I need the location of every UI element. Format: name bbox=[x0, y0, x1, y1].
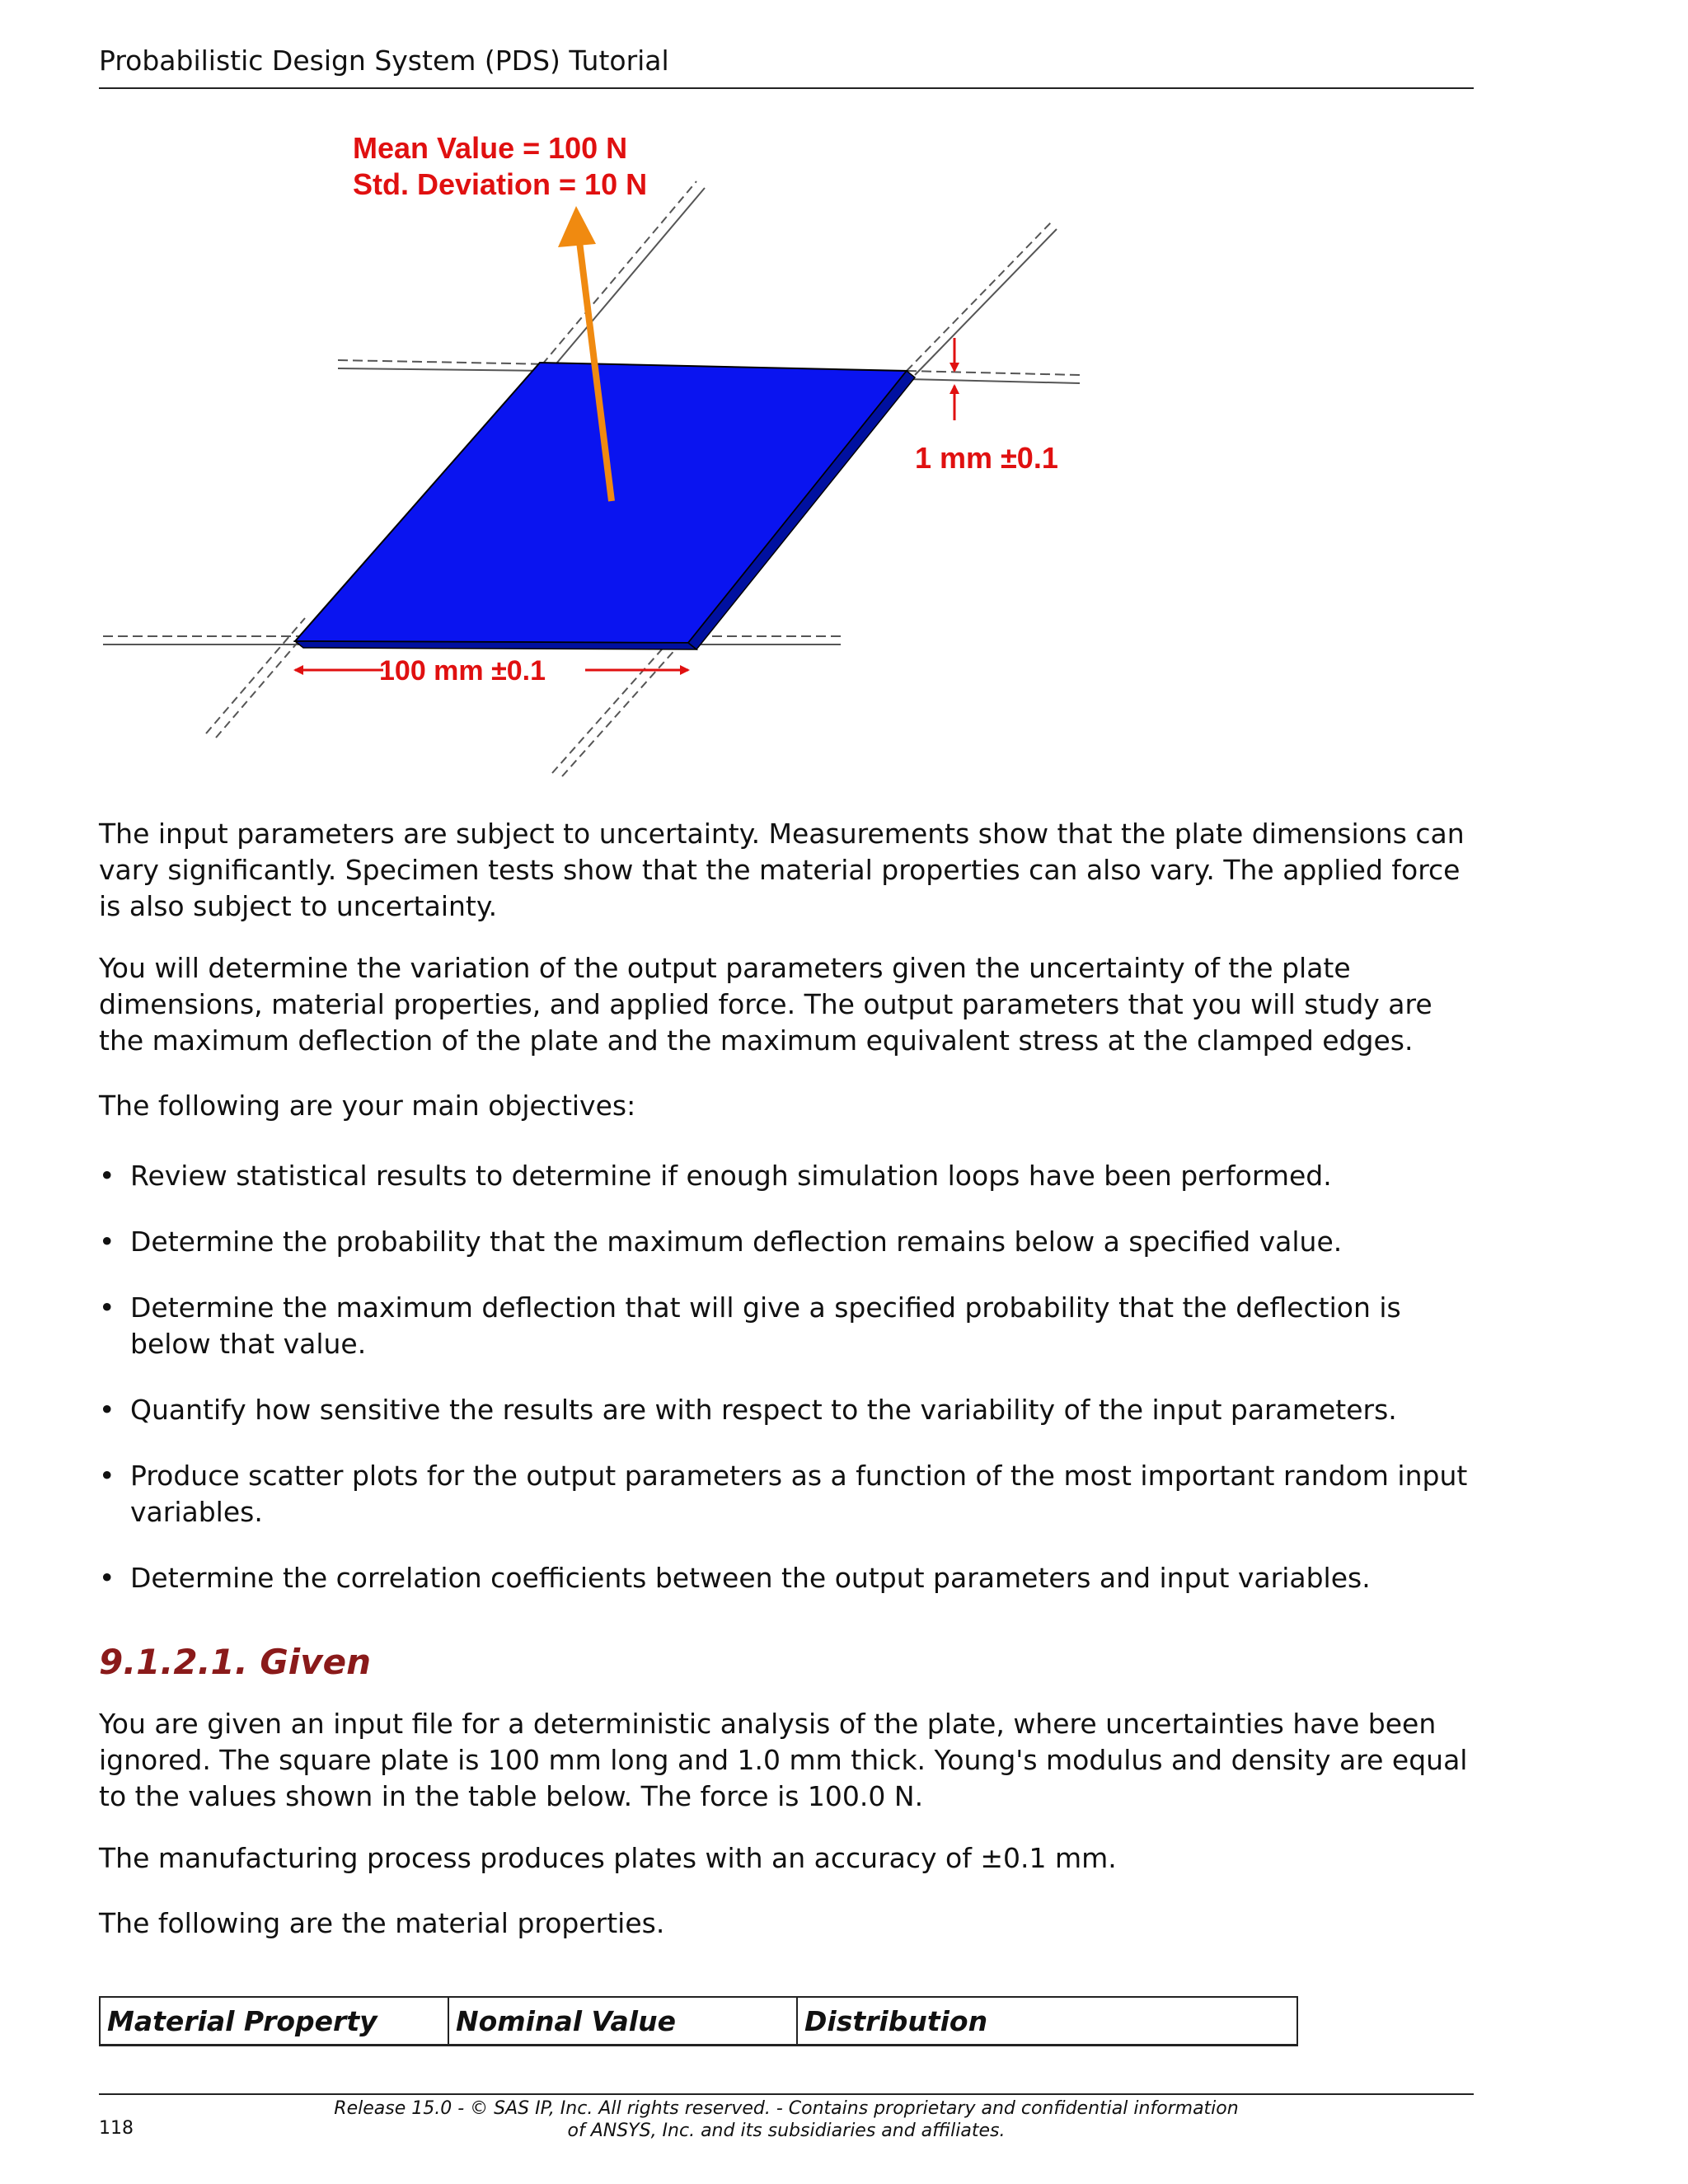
header-divider bbox=[99, 87, 1474, 89]
list-item: • Review statistical results to determine if enough simulation loops have been performed. bbox=[99, 1158, 1484, 1194]
list-item: • Determine the maximum deflection that will give a specified probability that the deflection is below that value. bbox=[99, 1291, 1401, 1360]
plate-front-edge bbox=[295, 641, 696, 649]
intro-paragraph-2: You will determine the variation of the output parameters given the uncertainty of the plate dimensions, material properties, and applied force. The output parameters that you will study are the maximum deflection of the plate and the maximum equivalent stress at the clamped edges. bbox=[99, 952, 1432, 1057]
column-header-distribution: Distribution bbox=[804, 2004, 988, 2037]
objectives-list bbox=[99, 1158, 1484, 1626]
section-title: 9.1.2.1. Given bbox=[99, 1642, 371, 1682]
length-label: 100 mm ±0.1 bbox=[379, 655, 546, 687]
intro-paragraph-1: The input parameters are subject to uncertainty. Measurements show that the plate dimensions can vary significantly. Specimen tests show that the material properties can also vary. The applied force is also subject to uncertainty. bbox=[99, 818, 1465, 922]
footer-divider bbox=[99, 2093, 1474, 2095]
given-paragraph-3: The following are the material properties. bbox=[99, 1907, 665, 1939]
list-item: • Quantify how sensitive the results are with respect to the variability of the input parameters. bbox=[99, 1392, 1484, 1428]
page-header-title: Probabilistic Design System (PDS) Tutorial bbox=[99, 45, 669, 77]
column-header-material-property: Material Property bbox=[100, 1997, 448, 2046]
list-item: • Produce scatter plots for the output parameters as a function of the most important random input variables. bbox=[99, 1460, 1468, 1528]
bullet-marker: • bbox=[99, 1394, 115, 1426]
bullet-marker: • bbox=[99, 1291, 115, 1324]
list-item: • Determine the correlation coefficients between the output parameters and input variables. bbox=[99, 1560, 1484, 1596]
given-paragraph-1: You are given an input file for a deterministic analysis of the plate, where uncertainties have been ignored. The square plate is 100 mm long and 1.0 mm thick. Young's modulus and density are equal to the values shown in the table below. The force is 100.0 N. bbox=[99, 1708, 1468, 1812]
table-header-row bbox=[100, 1997, 1297, 2046]
plate-diagram bbox=[91, 124, 1113, 799]
force-std-label: Std. Deviation = 10 N bbox=[353, 167, 648, 201]
force-mean-label: Mean Value = 100 N bbox=[353, 131, 628, 165]
bullet-marker: • bbox=[99, 1226, 115, 1258]
bullet-marker: • bbox=[99, 1562, 115, 1594]
footer-line-1: Release 15.0 - © SAS IP, Inc. All rights reserved. - Contains proprietary and confidential information bbox=[334, 2098, 1239, 2119]
force-arrow-head bbox=[558, 206, 596, 247]
material-properties-table bbox=[99, 1996, 1298, 2046]
bullet-marker: • bbox=[99, 1160, 115, 1192]
bullet-marker: • bbox=[99, 1460, 115, 1492]
objectives-intro: The following are your main objectives: bbox=[99, 1090, 636, 1122]
column-header-nominal-value: Nominal Value bbox=[448, 1997, 797, 2046]
page-number: 118 bbox=[99, 2118, 134, 2139]
footer-line-2: of ANSYS, Inc. and its subsidiaries and affiliates. bbox=[567, 2121, 1006, 2141]
thickness-label: 1 mm ±0.1 bbox=[915, 441, 1058, 475]
given-paragraph-2: The manufacturing process produces plates with an accuracy of ±0.1 mm. bbox=[99, 1842, 1117, 1874]
list-item: • Determine the probability that the maximum deflection remains below a specified value. bbox=[99, 1224, 1484, 1260]
footer-copyright bbox=[99, 2097, 1474, 2142]
